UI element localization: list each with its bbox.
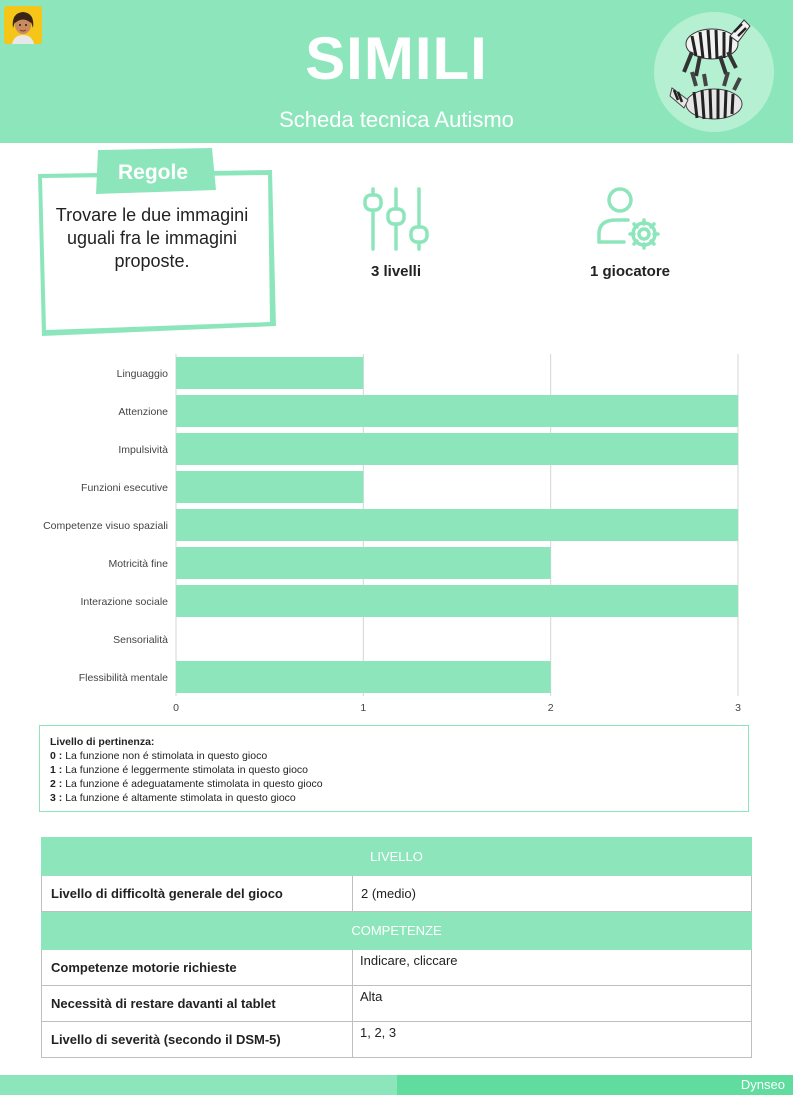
severity-value: 1, 2, 3 <box>353 1022 752 1058</box>
difficulty-value: 2 (medio) <box>353 876 752 912</box>
legend-item: 0 : La funzione non é stimolata in questo gioco <box>50 750 268 762</box>
category-label: Funzioni esecutive <box>81 482 168 494</box>
category-label: Impulsività <box>118 444 168 456</box>
page-title: SIMILI <box>305 25 488 92</box>
players-label: 1 giocatore <box>589 263 671 280</box>
motor-skills-value: Indicare, cliccare <box>353 950 752 986</box>
rules-tag: Regole <box>117 161 188 184</box>
info-table <box>41 837 752 1058</box>
legend-item: 3 : La funzione é altamente stimolata in questo gioco <box>50 792 296 804</box>
difficulty-label: Livello di difficoltà generale del gioco <box>42 876 353 912</box>
severity-label: Livello di severità (secondo il DSM-5) <box>42 1022 353 1058</box>
bar <box>176 547 551 579</box>
footer-bar-left <box>0 1075 397 1095</box>
rules-text: Trovare le due immagini uguali fra le immagini proposte. <box>55 205 249 271</box>
livello-header: LIVELLO <box>42 838 752 876</box>
category-label: Linguaggio <box>116 368 168 380</box>
bar <box>176 661 551 693</box>
tablet-need-label: Necessità di restare davanti al tablet <box>42 986 353 1022</box>
sliders-icon <box>360 185 432 255</box>
bar <box>176 433 738 465</box>
motor-skills-label: Competenze motorie richieste <box>42 950 353 986</box>
footer-bar-right <box>397 1075 793 1095</box>
tablet-need-value: Alta <box>353 986 752 1022</box>
category-label: Motricità fine <box>108 558 168 570</box>
tick-label: 3 <box>735 702 741 714</box>
competenze-header: COMPETENZE <box>42 912 752 950</box>
legend-box <box>39 725 749 812</box>
category-label: Attenzione <box>118 406 168 418</box>
user-gear-icon <box>594 184 664 254</box>
tick-label: 1 <box>360 702 367 714</box>
category-label: Flessibilità mentale <box>78 672 168 684</box>
category-label: Interazione sociale <box>80 596 168 608</box>
skills-chart <box>0 345 793 715</box>
bar <box>176 509 738 541</box>
tick-label: 2 <box>547 702 554 714</box>
rules-card <box>36 146 280 340</box>
tick-label: 0 <box>173 702 179 714</box>
brand-logo: Dynseo <box>740 1077 785 1092</box>
bar <box>176 585 738 617</box>
page-subtitle: Scheda tecnica Autismo <box>279 107 514 132</box>
legend-item: 2 : La funzione é adeguatamente stimolata in questo gioco <box>50 778 323 790</box>
levels-label: 3 livelli <box>370 263 422 280</box>
legend-item: 1 : La funzione é leggermente stimolata in questo gioco <box>50 764 309 776</box>
category-label: Competenze visuo spaziali <box>43 520 168 532</box>
bar <box>176 471 363 503</box>
category-label: Sensorialità <box>113 634 168 646</box>
legend-title: Livello di pertinenza: <box>50 736 155 748</box>
zebra-image <box>648 8 776 136</box>
bar <box>176 357 363 389</box>
bar <box>176 395 738 427</box>
